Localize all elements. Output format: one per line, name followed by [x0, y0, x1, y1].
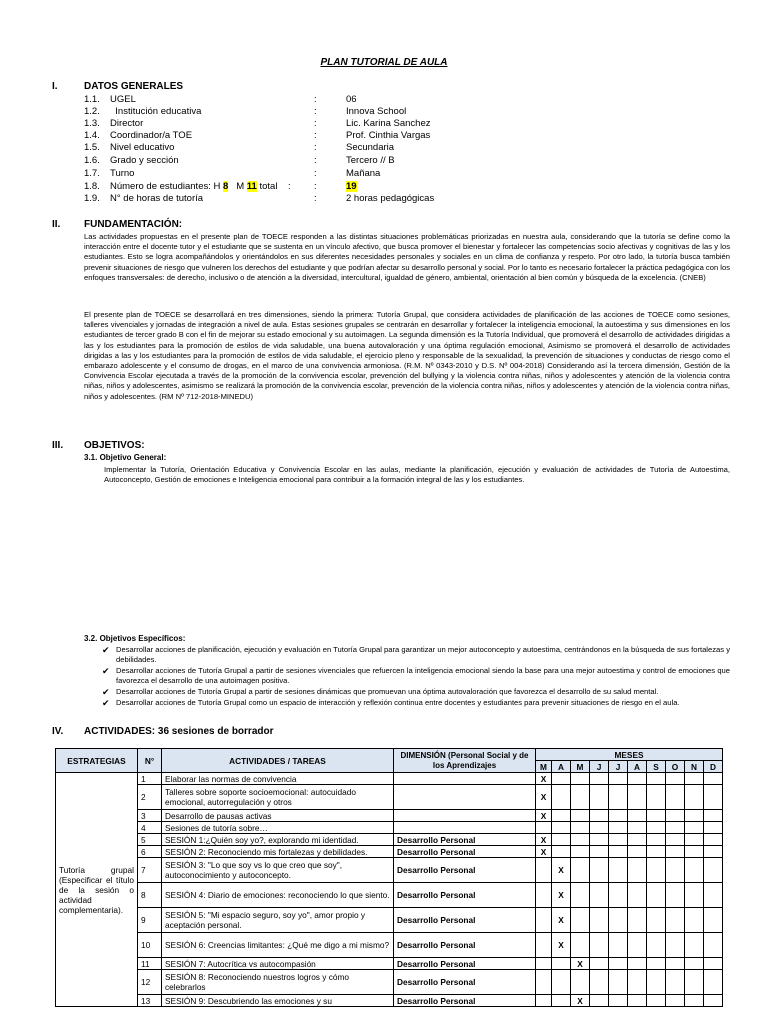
month-cell	[704, 958, 723, 970]
month-cell	[666, 970, 685, 995]
row-number: 4	[138, 822, 162, 834]
month-cell	[685, 810, 704, 822]
row-dimension: Desarrollo Personal	[394, 834, 536, 846]
row-number: 11	[138, 958, 162, 970]
row-dimension	[394, 773, 536, 785]
month-cell	[536, 822, 552, 834]
datos-colon: :	[314, 181, 317, 192]
header-estrategias: ESTRATEGIAS	[56, 749, 138, 773]
header-month: J	[609, 761, 628, 773]
datos-row	[84, 155, 724, 167]
datos-colon: :	[314, 106, 317, 117]
datos-value: Mañana	[346, 168, 381, 179]
header-month: S	[647, 761, 666, 773]
datos-colon: :	[314, 94, 317, 105]
month-cell	[536, 995, 552, 1007]
month-cell	[571, 785, 590, 810]
datos-colon: :	[314, 155, 317, 166]
month-cell	[666, 822, 685, 834]
month-cell	[590, 958, 609, 970]
datos-row	[84, 168, 724, 180]
students-total-label: total	[259, 181, 278, 192]
month-cell	[666, 995, 685, 1007]
month-cell	[590, 933, 609, 958]
month-cell	[704, 773, 723, 785]
table-row	[56, 883, 723, 908]
row-dimension: Desarrollo Personal	[394, 970, 536, 995]
month-cell	[609, 834, 628, 846]
month-cell	[628, 883, 647, 908]
row-activity: SESIÓN 9: Descubriendo las emociones y su	[162, 995, 394, 1007]
objetivos-especificos-title: 3.2. Objetivos Específicos:	[84, 634, 186, 643]
header-month: M	[536, 761, 552, 773]
month-cell	[647, 822, 666, 834]
month-cell	[590, 858, 609, 883]
month-cell	[666, 883, 685, 908]
row-activity: SESIÓN 7: Autocrítica vs autocompasión	[162, 958, 394, 970]
table-row	[56, 858, 723, 883]
month-cell	[609, 883, 628, 908]
month-cell	[647, 908, 666, 933]
row-dimension: Desarrollo Personal	[394, 995, 536, 1007]
row-activity: SESIÓN 3: "Lo que soy vs lo que creo que soy", autoconocimiento y autoconcepto.	[162, 858, 394, 883]
month-mark: X	[552, 933, 571, 958]
datos-colon: :	[314, 130, 317, 141]
datos-row	[84, 118, 724, 130]
month-cell	[685, 773, 704, 785]
month-mark: X	[552, 858, 571, 883]
section-4-number: IV.	[52, 726, 64, 737]
month-cell	[609, 995, 628, 1007]
month-cell	[571, 810, 590, 822]
datos-label: Institución educativa	[110, 106, 202, 117]
month-cell	[552, 846, 571, 858]
table-row	[56, 785, 723, 810]
month-cell	[628, 970, 647, 995]
month-cell	[590, 822, 609, 834]
row-activity: SESIÓN 6: Creencias limitantes: ¿Qué me digo a mi mismo?	[162, 933, 394, 958]
list-item: ✔ Desarrollar acciones de Tutoría Grupal como un espacio de interacción y reflexión continua entre docentes y estudiantes para prevenir situaciones de riesgo en el aula.	[102, 698, 680, 708]
datos-number: 1.5.	[84, 142, 100, 153]
datos-row	[84, 106, 724, 118]
header-month: O	[666, 761, 685, 773]
datos-label: Turno	[110, 168, 135, 179]
month-cell	[571, 773, 590, 785]
month-cell	[571, 846, 590, 858]
datos-row	[84, 193, 724, 205]
month-cell	[590, 810, 609, 822]
students-female-count: 11	[246, 181, 257, 192]
datos-number: 1.1.	[84, 94, 100, 105]
datos-number: 1.4.	[84, 130, 100, 141]
table-row	[56, 810, 723, 822]
month-cell	[647, 810, 666, 822]
row-dimension	[394, 810, 536, 822]
row-dimension: Desarrollo Personal	[394, 908, 536, 933]
table-row	[56, 846, 723, 858]
row-activity: SESIÓN 5: "Mi espacio seguro, soy yo", amor propio y aceptación personal.	[162, 908, 394, 933]
month-cell	[647, 785, 666, 810]
month-cell	[536, 908, 552, 933]
month-cell	[628, 773, 647, 785]
students-male-count: 8	[223, 181, 229, 192]
datos-row	[84, 94, 724, 106]
month-cell	[628, 846, 647, 858]
datos-label: Nivel educativo	[110, 142, 175, 153]
row-activity: Sesiones de tutoría sobre…	[162, 822, 394, 834]
row-number: 2	[138, 785, 162, 810]
row-dimension	[394, 822, 536, 834]
datos-number: 1.3.	[84, 118, 100, 129]
row-dimension: Desarrollo Personal	[394, 858, 536, 883]
estrategia-cell: Tutoría grupal (Especificar el título de la sesión o actividad complementaria).	[56, 773, 138, 1007]
table-row	[56, 933, 723, 958]
month-cell	[590, 995, 609, 1007]
month-cell	[704, 933, 723, 958]
table-row	[56, 834, 723, 846]
month-cell	[647, 995, 666, 1007]
datos-number: 1.6.	[84, 155, 100, 166]
row-activity: SESIÓN 4: Diario de emociones: reconociendo lo que siento.	[162, 883, 394, 908]
datos-colon: :	[314, 118, 317, 129]
objetivo-general-title: 3.1. Objetivo General:	[84, 453, 167, 462]
students-total-value: 19	[346, 181, 357, 192]
row-number: 12	[138, 970, 162, 995]
month-cell	[552, 785, 571, 810]
month-cell	[590, 883, 609, 908]
month-cell	[685, 933, 704, 958]
month-cell	[647, 958, 666, 970]
month-cell	[590, 785, 609, 810]
table-row	[56, 773, 723, 785]
datos-number: 1.8.	[84, 181, 100, 192]
month-cell	[571, 933, 590, 958]
month-cell	[647, 883, 666, 908]
row-number: 5	[138, 834, 162, 846]
month-cell	[536, 958, 552, 970]
month-mark: X	[536, 785, 552, 810]
month-cell	[609, 970, 628, 995]
month-cell	[704, 883, 723, 908]
month-cell	[666, 785, 685, 810]
datos-value: Secundaria	[346, 142, 395, 153]
month-cell	[628, 810, 647, 822]
month-cell	[536, 933, 552, 958]
month-cell	[628, 785, 647, 810]
month-cell	[666, 810, 685, 822]
month-cell	[571, 858, 590, 883]
month-mark: X	[571, 995, 590, 1007]
month-cell	[571, 970, 590, 995]
month-cell	[685, 858, 704, 883]
month-cell	[609, 846, 628, 858]
row-number: 3	[138, 810, 162, 822]
month-cell	[571, 883, 590, 908]
month-cell	[666, 933, 685, 958]
table-row	[56, 822, 723, 834]
month-cell	[666, 773, 685, 785]
month-cell	[609, 810, 628, 822]
month-cell	[685, 995, 704, 1007]
month-cell	[666, 858, 685, 883]
row-number: 10	[138, 933, 162, 958]
month-cell	[685, 822, 704, 834]
list-item: ✔ Desarrollar acciones de Tutoría Grupal a partir de sesiones dinámicas que promuevan una óptima autovaloración que favorezca el desarrollo de su salud mental.	[102, 687, 659, 697]
month-cell	[552, 970, 571, 995]
datos-value	[346, 181, 357, 193]
month-cell	[536, 970, 552, 995]
month-cell	[590, 834, 609, 846]
fundamentacion-paragraph-1: Las actividades propuestas en el presente plan de TOECE responden a las distintas situaciones problemáticas priorizadas en nuestra aula, considerando que la tutoría se define como la interacción entre el docente tutor y el estudiante que se sustenta en un vínculo afectivo, que busca promover el bienestar y fortalecer las competencias socio afectivas y cognitivas de las y los estudiantes. Esto se logra acompañándolos y orientándolos en sus diferentes necesidades personales y sociales en un clima de confianza y respeto. Por otro lado, la tutoría busca también prevenir situaciones de riesgo que vulneren los derechos del estudiante y que podrían afectar su desarrollo personal y social. Por lo tanto es necesario fortalecer la práctica pedagógica con los enfoques transversales: de derecho, inclusivo o de atención a la diversidad, intercultural, igualdad de género, ambiental, orientación al bien común y búsqueda de la excelencia. (CNEB)	[84, 232, 730, 282]
month-cell	[628, 834, 647, 846]
table-row	[56, 958, 723, 970]
students-female-label: M	[236, 181, 245, 192]
row-number: 8	[138, 883, 162, 908]
datos-row-estudiantes	[84, 181, 724, 193]
month-cell	[704, 834, 723, 846]
month-cell	[552, 995, 571, 1007]
objetivo-general-text: Implementar la Tutoría, Orientación Educativa y Convivencia Escolar en las aulas, mediante la planificación, ejecución y evaluación de actividades de Tutoría de Autoestima, Autoconcepto, Gestión de emociones e Inteligencia emocional para contribuir a la formación integral de las y los estudiantes.	[104, 465, 730, 485]
row-activity: Talleres sobre soporte socioemocional: autocuidado emocional, autorregulación y otros	[162, 785, 394, 810]
month-cell	[685, 958, 704, 970]
row-dimension: Desarrollo Personal	[394, 958, 536, 970]
datos-row	[84, 142, 724, 154]
datos-label: Coordinador/a TOE	[110, 130, 193, 141]
month-cell	[628, 933, 647, 958]
row-number: 6	[138, 846, 162, 858]
row-number: 7	[138, 858, 162, 883]
row-number: 9	[138, 908, 162, 933]
month-cell	[552, 822, 571, 834]
header-number: N°	[138, 749, 162, 773]
month-cell	[609, 822, 628, 834]
datos-label: Director	[110, 118, 144, 129]
month-cell	[647, 834, 666, 846]
month-cell	[628, 908, 647, 933]
checkmark-icon: ✔	[102, 666, 110, 676]
datos-value: Prof. Cinthia Vargas	[346, 130, 431, 141]
activities-table	[55, 748, 723, 1007]
month-cell	[704, 858, 723, 883]
list-item: ✔ Desarrollar acciones de Tutoría Grupal a partir de sesiones vivenciales que refuercen la inteligencia emocional siendo la base para una mejor autoestima y control de emociones que favorezca el desarrollo de una autoimagen positiva.	[102, 666, 730, 686]
month-cell	[647, 846, 666, 858]
month-cell	[552, 834, 571, 846]
month-cell	[685, 785, 704, 810]
month-cell	[704, 995, 723, 1007]
month-cell	[685, 883, 704, 908]
month-cell	[704, 846, 723, 858]
section-4-title: ACTIVIDADES: 36 sesiones de borrador	[84, 726, 274, 737]
month-cell	[704, 908, 723, 933]
datos-colon: :	[314, 142, 317, 153]
month-cell	[571, 822, 590, 834]
month-cell	[571, 834, 590, 846]
checkmark-icon: ✔	[102, 645, 110, 655]
datos-label: UGEL	[110, 94, 136, 105]
objetivos-especificos-list	[102, 645, 730, 720]
month-cell	[609, 908, 628, 933]
header-month: D	[704, 761, 723, 773]
month-cell	[628, 822, 647, 834]
datos-number: 1.9.	[84, 193, 100, 204]
month-cell	[666, 846, 685, 858]
header-actividades: ACTIVIDADES / TAREAS	[162, 749, 394, 773]
row-activity: Desarrollo de pausas activas	[162, 810, 394, 822]
row-activity: SESIÓN 8: Reconociendo nuestros logros y cómo celebrarlos	[162, 970, 394, 995]
row-dimension: Desarrollo Personal	[394, 846, 536, 858]
month-cell	[536, 883, 552, 908]
datos-number: 1.2.	[84, 106, 100, 117]
table-row	[56, 995, 723, 1007]
month-cell	[552, 810, 571, 822]
datos-colon: :	[314, 193, 317, 204]
datos-label: Grado y sección	[110, 155, 179, 166]
datos-value: Tercero // B	[346, 155, 395, 166]
datos-colon: :	[314, 168, 317, 179]
section-1-title: DATOS GENERALES	[84, 81, 184, 92]
month-cell	[571, 908, 590, 933]
month-cell	[609, 773, 628, 785]
datos-label	[110, 181, 291, 193]
month-cell	[704, 970, 723, 995]
header-month: N	[685, 761, 704, 773]
month-cell	[685, 846, 704, 858]
month-cell	[685, 970, 704, 995]
datos-value: Lic. Karina Sanchez	[346, 118, 431, 129]
students-label: Número de estudiantes: H	[110, 181, 221, 192]
month-cell	[704, 822, 723, 834]
section-3-number: III.	[52, 440, 64, 451]
month-cell	[704, 810, 723, 822]
month-cell	[647, 933, 666, 958]
month-cell	[628, 958, 647, 970]
row-activity: SESIÓN 1:¿Quién soy yo?, explorando mi identidad.	[162, 834, 394, 846]
datos-value: 06	[346, 94, 357, 105]
checkmark-icon: ✔	[102, 687, 110, 697]
month-cell	[552, 773, 571, 785]
month-cell	[666, 834, 685, 846]
datos-number: 1.7.	[84, 168, 100, 179]
month-cell	[609, 858, 628, 883]
row-number: 13	[138, 995, 162, 1007]
section-3-title: OBJETIVOS:	[84, 440, 145, 451]
row-number: 1	[138, 773, 162, 785]
month-mark: X	[536, 810, 552, 822]
month-mark: X	[536, 834, 552, 846]
section-2-title: FUNDAMENTACIÓN:	[84, 219, 183, 230]
students-total-colon: :	[288, 181, 291, 192]
header-month: J	[590, 761, 609, 773]
datos-value: 2 horas pedagógicas	[346, 193, 435, 204]
month-cell	[685, 834, 704, 846]
datos-label: N° de horas de tutoría	[110, 193, 204, 204]
month-cell	[590, 970, 609, 995]
month-cell	[628, 858, 647, 883]
datos-value: Innova School	[346, 106, 407, 117]
row-activity: Elaborar las normas de convivencia	[162, 773, 394, 785]
table-row	[56, 908, 723, 933]
month-cell	[536, 858, 552, 883]
list-item: ✔ Desarrollar acciones de planificación, ejecución y evaluación en Tutoría Grupal para garantizar un mejor autoconcepto y autoestima, centrándonos en la búsqueda de sus fortalezas y debilidades.	[102, 645, 730, 665]
month-cell	[666, 908, 685, 933]
month-cell	[590, 773, 609, 785]
row-activity: SESIÓN 2: Reconociendo mis fortalezas y debilidades.	[162, 846, 394, 858]
fundamentacion-paragraph-2: El presente plan de TOECE se desarrollará en tres dimensiones, siendo la primera: Tutoría Grupal, que considera actividades de planificación de las acciones de TOECE como sesiones, talleres vivenciales y jornadas de integración a nivel de aula. Estas sesiones grupales se centrarán en desarrollar y fortalecer la inteligencia emocional, la autoestima y sus dimensiones en los estudiantes de tercer grado B con el fin de mejorar su estado emocional y su autoimagen. La segunda dimensión es la Tutoría Individual, que promoverá el desarrollo de actividades dirigidas a las y los estudiantes para la promoción de estilos de vida saludable, una buena autovaloración y una óptima regulación emocional, Asimismo se promoverá el desarrollo de actividades dirigidas a las y los estudiantes para la promoción de estilos de vida saludable, el ejercicio pleno y responsable de la sexualidad, la prevención de situaciones y conductas de riesgo como el embarazo adolescente y el consumo de drogas, en el marco de una convivencia armoniosa. (R.M. Nº 0343-2010 y D.S. Nº 004-2018) Considerando así la tercera dimensión, Gestión de la Convivencia Escolar ejecutada a través de la promoción de la convivencia escolar, prevención del bullying y la violencia contra niñas, niños y adolescentes y atención de la violencia contra niñas, niños y adolescentes, asimismo se realizará la promoción de la convivencia escolar, prevención de la violencia contra niñas, niños y adolescentes y atención de la violencia contra niñas, niños y adolescentes. (RM Nº 712-2018-MINEDU)	[84, 310, 730, 401]
table-row	[56, 970, 723, 995]
section-1-number: I.	[52, 81, 58, 92]
header-meses: MESES	[536, 749, 723, 761]
month-cell	[609, 933, 628, 958]
month-cell	[704, 785, 723, 810]
row-dimension: Desarrollo Personal	[394, 883, 536, 908]
header-month: M	[571, 761, 590, 773]
header-dimension: DIMENSIÓN (Personal Social y de los Aprendizajes	[394, 749, 536, 773]
header-month: A	[628, 761, 647, 773]
month-mark: X	[536, 773, 552, 785]
month-cell	[666, 958, 685, 970]
month-mark: X	[571, 958, 590, 970]
month-cell	[552, 958, 571, 970]
month-cell	[609, 785, 628, 810]
row-dimension	[394, 785, 536, 810]
month-mark: X	[552, 883, 571, 908]
datos-row	[84, 130, 724, 142]
month-cell	[647, 773, 666, 785]
month-cell	[647, 858, 666, 883]
header-month: A	[552, 761, 571, 773]
month-cell	[647, 970, 666, 995]
month-cell	[685, 908, 704, 933]
month-cell	[609, 958, 628, 970]
checkmark-icon: ✔	[102, 698, 110, 708]
section-2-number: II.	[52, 219, 61, 230]
row-dimension: Desarrollo Personal	[394, 933, 536, 958]
document-title: PLAN TUTORIAL DE AULA	[320, 57, 448, 68]
month-cell	[628, 995, 647, 1007]
month-cell	[590, 846, 609, 858]
month-cell	[590, 908, 609, 933]
month-mark: X	[536, 846, 552, 858]
month-mark: X	[552, 908, 571, 933]
